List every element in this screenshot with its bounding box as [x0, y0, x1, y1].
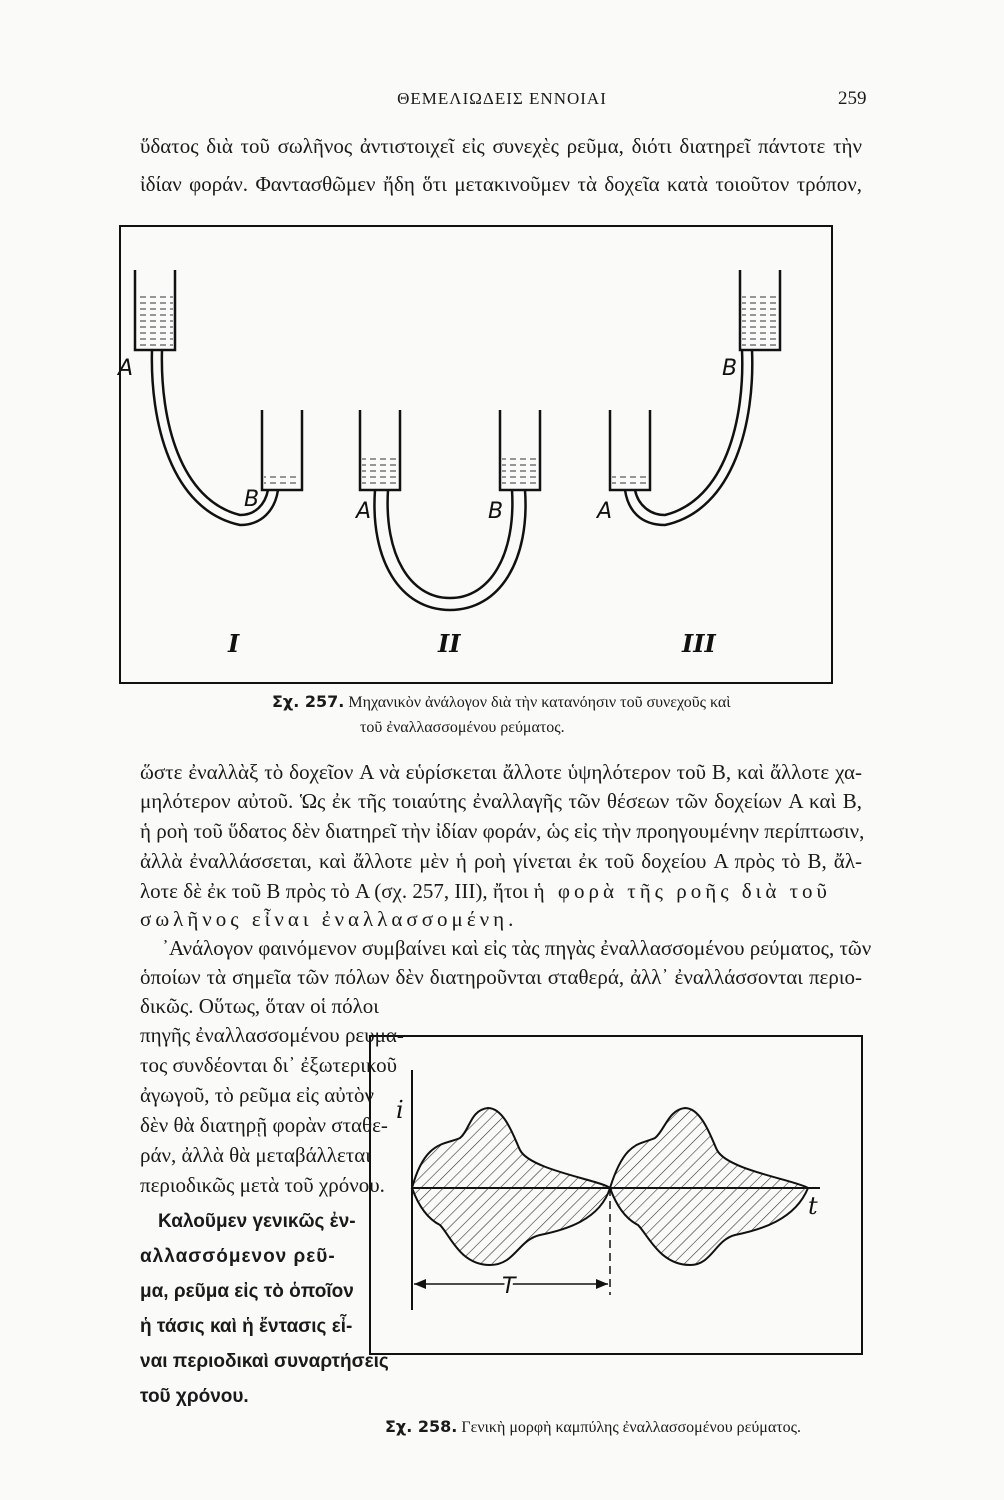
text-line: περιοδικῶς μετὰ τοῦ χρόνου.: [140, 1173, 385, 1197]
definition-line: μα, ρεῦμα εἰς τὸ ὁποῖον: [140, 1281, 354, 1302]
label-A: A: [597, 499, 613, 524]
definition-line: Καλοῦμεν γενικῶς ἐν-: [158, 1211, 356, 1232]
text-line: ᾿Ανάλογον φαινόμενον συμβαίνει καὶ εἰς τὰς πηγὰς ἐναλλασσομένου ρεύματος, τῶν: [162, 936, 872, 960]
caption-number: Σχ. 257.: [272, 692, 345, 711]
label-B: B: [722, 356, 738, 381]
text-line: ὥστε ἐναλλὰξ τὸ δοχεῖον A νὰ εὑρίσκεται ἄλλοτε ὑψηλότερον τοῦ B, καὶ ἄλλοτε χα-: [140, 760, 862, 784]
caption-text: Γενικὴ μορφὴ καμπύλης ἐναλλασσομένου ρεύματος.: [461, 1419, 801, 1436]
text-line: τος συνδέονται δι᾿ ἐξωτερικοῦ: [140, 1053, 397, 1077]
definition-line: αλλασσόμενον ρεῦ-: [140, 1246, 336, 1267]
text-line: ὁποίων τὰ σημεῖα τῶν πόλων δὲν διατηροῦνται σταθερά, ἀλλ᾿ ἐναλλάσσονται περιο-: [140, 965, 862, 989]
text-line: ἰδίαν φοράν. Φαντασθῶμεν ἤδη ὅτι μετακινοῦμεν τὰ δοχεῖα κατὰ τοιοῦτον τρόπον,: [140, 172, 862, 196]
caption-text: Μηχανικὸν ἀνάλογον διὰ τὴν κατανόησιν τοῦ συνεχοῦς καὶ: [348, 694, 731, 711]
axis-label-i: i: [396, 1096, 404, 1124]
label-B: B: [488, 499, 504, 524]
text-line: ἀλλὰ ἐναλλάσσεται, καὶ ἄλλοτε μὲν ἡ ροὴ γίνεται ἐκ τοῦ δοχείου A πρὸς τὸ B, ἄλ-: [140, 849, 862, 873]
emphasis-text: σωλῆνος εἶναι ἐναλλασσομένη.: [140, 907, 518, 931]
label-III: III: [682, 629, 716, 658]
text-line: πηγῆς ἐναλλασσομένου ρευμα-: [140, 1023, 404, 1047]
text-line: μηλότερον αὐτοῦ. Ὡς ἐκ τῆς τοιαύτης ἐναλλαγῆς τῶν θέσεων τῶν δοχείων A καὶ B,: [140, 789, 862, 813]
definition-line: ἡ τάσις καὶ ἡ ἔντασις εἶ-: [140, 1316, 353, 1337]
text-line: δικῶς. Οὕτως, ὅταν οἱ πόλοι: [140, 994, 379, 1018]
label-A: A: [118, 356, 134, 381]
label-A: A: [356, 499, 372, 524]
axis-label-t: t: [808, 1192, 818, 1220]
caption-number: Σχ. 258.: [385, 1417, 458, 1436]
figure-257-caption-line2: τοῦ ἐναλλασσομένου ρεύματος.: [360, 719, 565, 736]
label-I: I: [228, 629, 240, 658]
text-line: δὲν θὰ διατηρῇ φορὰν σταθε-: [140, 1113, 388, 1137]
text-line: ἀγωγοῦ, τὸ ρεῦμα εἰς αὐτὸν: [140, 1083, 375, 1107]
figure-258-caption: [385, 1419, 801, 1436]
text-span: λοτε δὲ ἐκ τοῦ B πρὸς τὸ A (σχ. 257, III), ἤτοι: [140, 879, 529, 903]
text-line: ἡ ροὴ τοῦ ὕδατος δὲν διατηρεῖ τὴν ἰδίαν φοράν, ὡς εἰς τὴν προηγουμένην περίπτωσιν,: [140, 819, 865, 843]
text-line: ράν, ἀλλὰ θὰ μεταβάλλεται: [140, 1143, 371, 1167]
text-line: ὕδατος διὰ τοῦ σωλῆνος ἀντιστοιχεῖ εἰς συνεχὲς ρεῦμα, διότι διατηρεῖ πάντοτε τὴν: [140, 134, 862, 158]
emphasis-text: ἡ φορὰ τῆς ροῆς διὰ τοῦ: [533, 879, 831, 903]
figure-257-caption: [272, 694, 731, 711]
definition-line: τοῦ χρόνου.: [140, 1386, 249, 1407]
label-B: B: [244, 487, 260, 512]
period-label: T: [502, 1274, 516, 1299]
label-II: II: [438, 629, 461, 658]
definition-line: ναι περιοδικαὶ συναρτήσεις: [140, 1351, 389, 1372]
running-header: ΘΕΜΕΛΙΩΔΕΙΣ ΕΝΝΟΙΑΙ: [397, 89, 607, 108]
page-number: 259: [838, 88, 867, 109]
text-line: [140, 881, 831, 902]
